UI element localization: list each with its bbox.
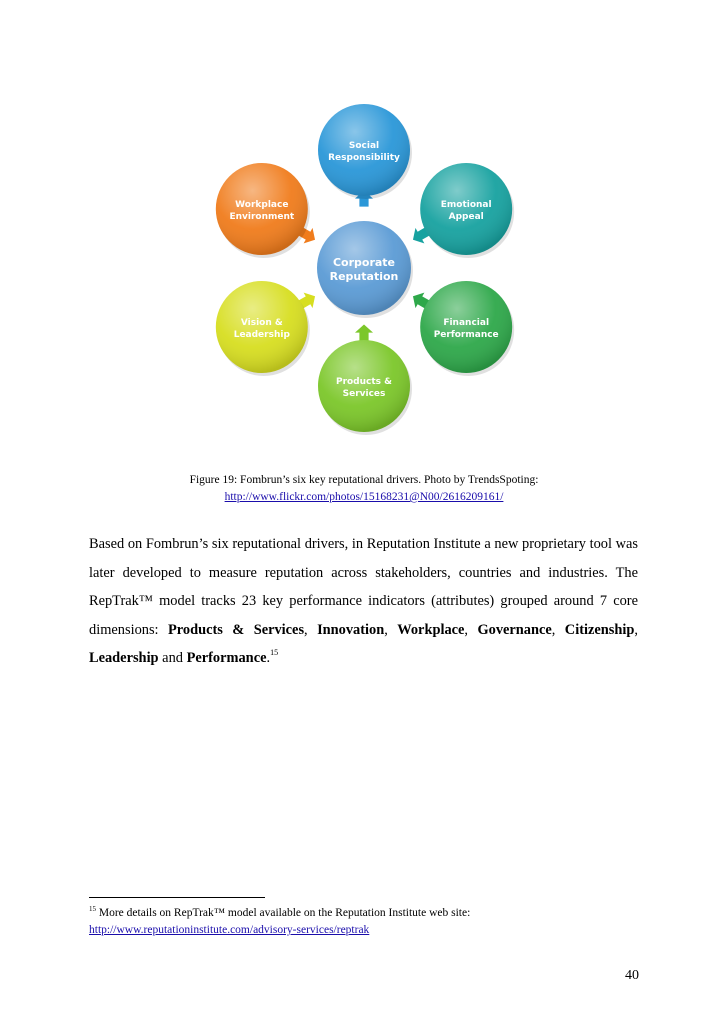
dimension-governance: Governance [477, 621, 552, 638]
diagram-svg [200, 88, 530, 468]
financial-performance-node [420, 281, 514, 376]
figure-caption [90, 472, 638, 506]
workplace-environment-label-line2: Environment [229, 212, 295, 222]
products-services-arrow [354, 324, 374, 341]
dimension-performance: Performance [186, 650, 267, 667]
paragraph-intro: Based on Fombrun’s six reputational drivers, in Reputation Institute a new proprietary tool was later developed to measure reputation across stakeholders, countries and industries. The RepTrak™ model tracks 23 key performance indicators (attributes) grouped around 7 core dimensions: [89, 536, 638, 638]
dimension-products-services: Products & Services [167, 621, 305, 638]
vision-leadership-label-line1: Vision & [240, 318, 283, 328]
workplace-environment-node [216, 163, 310, 258]
footnote-divider [89, 897, 265, 898]
products-services-label-line1: Products & [335, 377, 393, 387]
financial-performance-label-line1: Financial [443, 318, 490, 328]
dimension-leadership: Leadership [89, 650, 159, 667]
paragraph-and: and [158, 650, 187, 667]
corporate-reputation-node [317, 221, 413, 318]
reputational-drivers-diagram [200, 88, 530, 468]
caption-text: Figure 19: Fombrun’s six key reputational drivers. Photo by TrendsSpoting: [189, 474, 539, 486]
workplace-environment-label-line1: Workplace [235, 200, 289, 210]
footnote-number: 15 [89, 905, 96, 913]
footnote [89, 905, 638, 939]
vision-leadership-node [216, 281, 310, 376]
social-responsibility-label-line2: Responsibility [328, 153, 400, 163]
vision-leadership-label-line2: Leadership [233, 330, 290, 340]
emotional-appeal-label-line1: Emotional [440, 200, 492, 210]
dimension-citizenship: Citizenship [564, 621, 635, 638]
corporate-reputation-label-line2: Reputation [329, 270, 399, 283]
financial-performance-label-line2: Performance [433, 330, 499, 340]
body-paragraph: Based on Fombrun’s six reputational drivers, in Reputation Institute a new proprietary tool was later developed to measure reputation across stakeholders, countries and industries. The RepTrak™ model tracks 23 key performance indicators (attributes) grouped around 7 core dimensions: Products & Services, Innovation, Workplace, Governance, Citizenship, Leadership and Performance.$^{15}$ [89, 536, 638, 667]
emotional-appeal-label-line2: Appeal [448, 212, 484, 222]
footnote-text: More details on RepTrak™ model available on the Reputation Institute web site: [96, 907, 471, 919]
caption-link[interactable]: http://www.flickr.com/photos/15168231@N00/2616209161/ [224, 491, 504, 503]
dimension-innovation: Innovation [317, 621, 385, 638]
paragraph-period: . [266, 650, 271, 667]
social-responsibility-node [318, 104, 412, 199]
emotional-appeal-node [420, 163, 514, 258]
page-number: 40 [625, 968, 639, 983]
dimension-workplace: Workplace [397, 621, 465, 638]
footnote-link[interactable]: http://www.reputationinstitute.com/advisory-services/reptrak [89, 924, 370, 936]
corporate-reputation-label-line1: Corporate [332, 256, 396, 269]
products-services-label-line2: Services [342, 389, 386, 399]
products-services-node [318, 340, 412, 435]
footnote-reference[interactable]: 15 [270, 648, 279, 658]
social-responsibility-label-line1: Social [348, 141, 380, 151]
